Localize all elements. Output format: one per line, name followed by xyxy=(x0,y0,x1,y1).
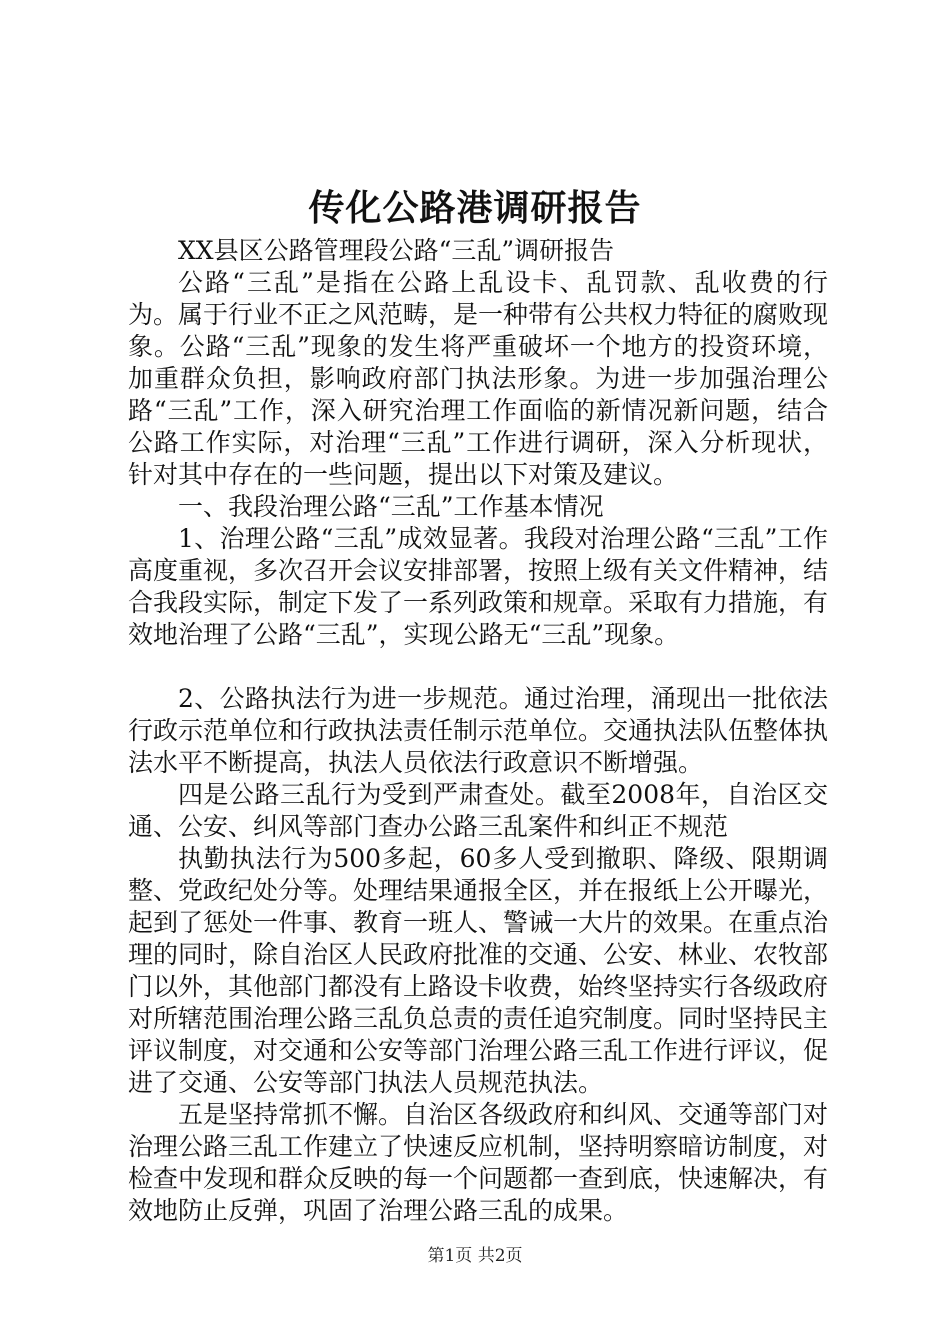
page-footer: 第1页 共2页 xyxy=(427,1246,523,1266)
body-paragraph-2: 2、公路执法行为进一步规范。通过治理，涌现出一批依法行政示范单位和行政执法责任制示范单位。交通执法队伍整体执法水平不断提高，执法人员依法行政意识不断增强。 xyxy=(128,684,829,777)
body-paragraph-5: 五是坚持常抓不懈。自治区各级政府和纠风、交通等部门对治理公路三乱工作建立了快速反应机制，坚持明察暗访制度，对检查中发现和群众反映的每一个问题都一查到底，快速解决，有效地防止反弹，巩固了治理公路三乱的成果。 xyxy=(128,1100,829,1225)
intro-paragraph: 公路“三乱”是指在公路上乱设卡、乱罚款、乱收费的行为。属于行业不正之风范畴，是一种带有公共权力特征的腐败现象。公路“三乱”现象的发生将严重破坏一个地方的投资环境，加重群众负担，影响政府部门执法形象。为进一步加强治理公路“三乱”工作，深入研究治理工作面临的新情况新问题，结合公路工作实际，对治理“三乱”工作进行调研，深入分析现状，针对其中存在的一些问题，提出以下对策及建议。 xyxy=(128,268,829,489)
body-paragraph-1: 1、治理公路“三乱”成效显著。我段对治理公路“三乱”工作高度重视，多次召开会议安排部署，按照上级有关文件精神，结合我段实际，制定下发了一系列政策和规章。采取有力措施，有效地治理了公路“三乱”，实现公路无“三乱”现象。 xyxy=(128,524,829,649)
body-paragraph-3: 四是公路三乱行为受到严肃查处。截至2008年，自治区交通、公安、纠风等部门查办公路三乱案件和纠正不规范 xyxy=(128,780,828,841)
document-body xyxy=(128,235,828,1227)
document-title: 传化公路港调研报告 xyxy=(308,187,642,229)
body-paragraph-4: 执勤执法行为500多起，60多人受到撤职、降级、限期调整、党政纪处分等。处理结果通报全区，并在报纸上公开曝光，起到了惩处一件事、教育一班人、警诫一大片的效果。在重点治理的同时，除自治区人民政府批准的交通、公安、林业、农牧部门以外，其他部门都没有上路设卡收费，始终坚持实行各级政府对所辖范围治理公路三乱负总责的责任追究制度。同时坚持民主评议制度，对交通和公安等部门治理公路三乱工作进行评议，促进了交通、公安等部门执法人员规范执法。 xyxy=(128,844,829,1097)
report-subtitle-paragraph: XX县区公路管理段公路“三乱”调研报告 xyxy=(178,236,615,265)
section-heading-paragraph: 一、我段治理公路“三乱”工作基本情况 xyxy=(178,492,604,521)
